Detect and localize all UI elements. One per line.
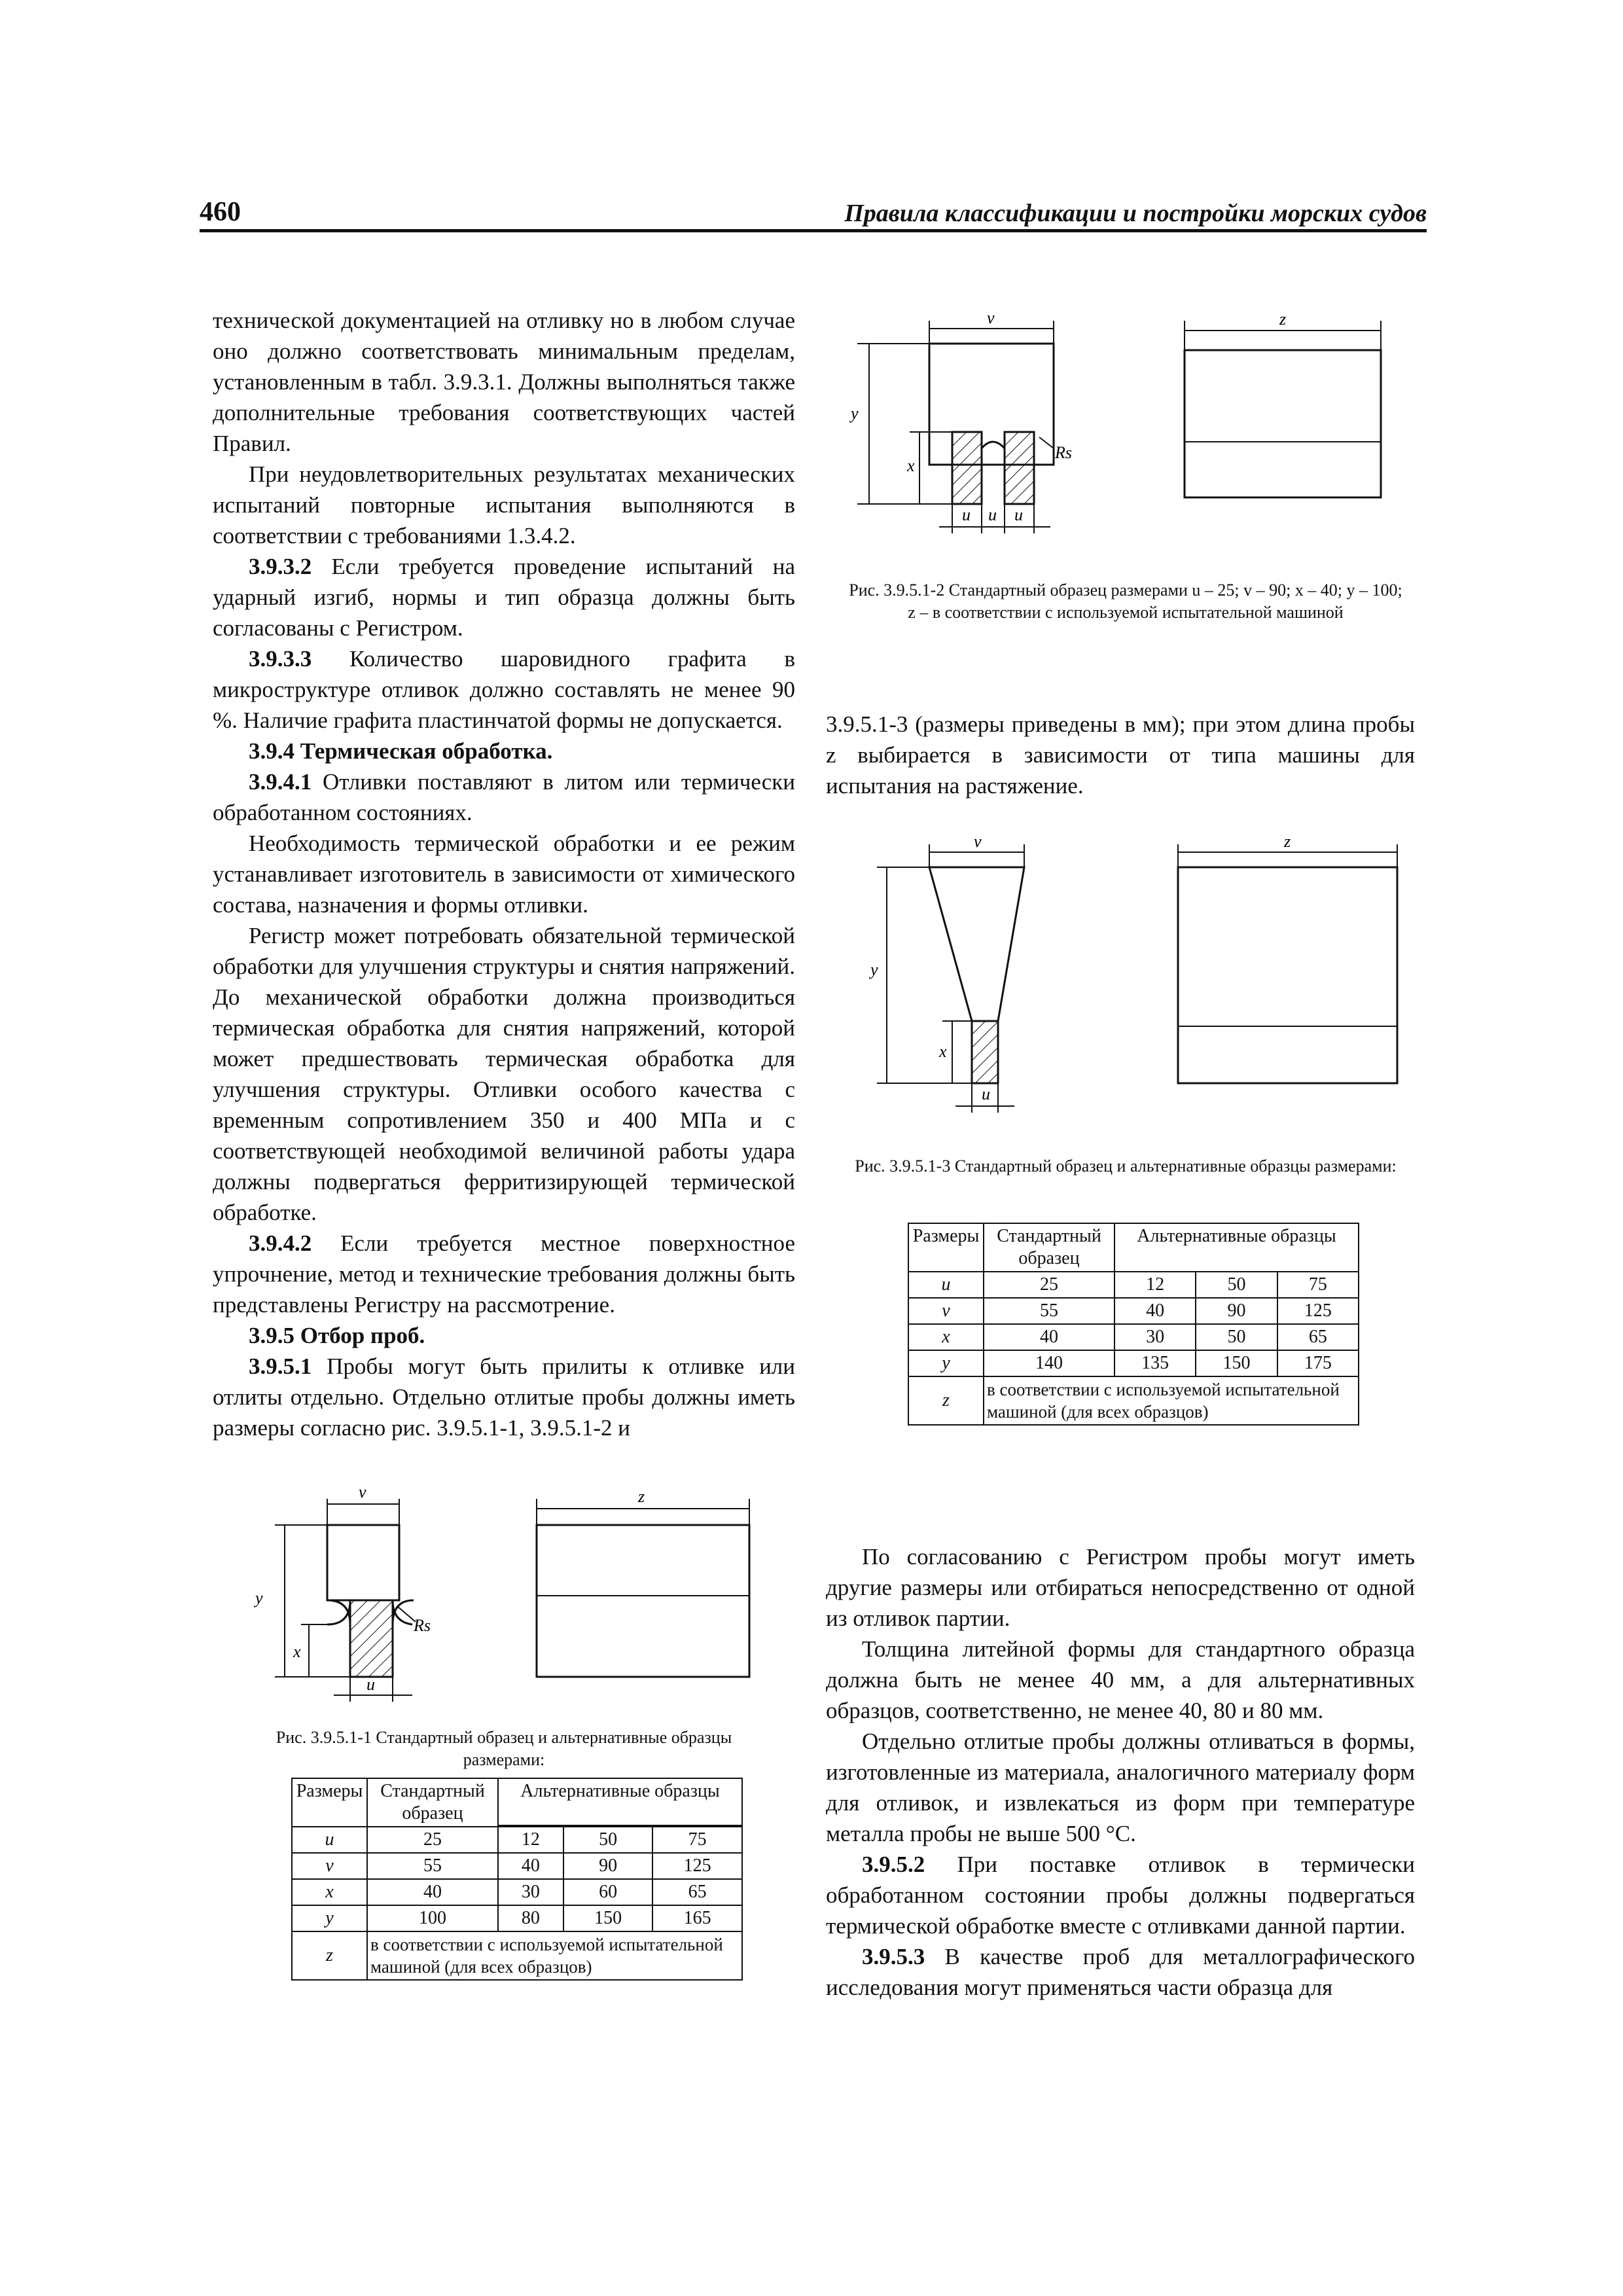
table-cell: 30 bbox=[1115, 1324, 1196, 1350]
specimen-block bbox=[327, 1525, 399, 1600]
table-cell: z bbox=[908, 1376, 984, 1425]
page-number: 460 bbox=[200, 197, 241, 227]
running-title: Правила классификации и постройки морских судов bbox=[844, 200, 1427, 227]
figure-3-9-5-1-1 bbox=[236, 1473, 772, 1721]
dim-label-v: v bbox=[987, 308, 995, 327]
table-cell: z bbox=[292, 1931, 367, 1980]
table-cell: x bbox=[292, 1879, 367, 1905]
clause-text: При поставке отливок в термически обработанном состоянии пробы должны подвергаться термической обработке вместе с отливками данной партии. bbox=[826, 1852, 1415, 1939]
table-cell: 40 bbox=[367, 1879, 498, 1905]
clause-text: В качестве проб для металлографического исследования могут применяться части образца для bbox=[826, 1944, 1415, 2000]
table-row bbox=[908, 1324, 1359, 1350]
dim-label-u: u bbox=[366, 1675, 375, 1694]
table-cell: 25 bbox=[984, 1272, 1115, 1298]
paragraph bbox=[213, 1351, 795, 1443]
table-cell: 75 bbox=[1277, 1272, 1359, 1298]
dim-label-v: v bbox=[359, 1482, 366, 1501]
clause-number: 3.9.3.2 bbox=[249, 554, 312, 579]
table-cell: 150 bbox=[563, 1905, 653, 1931]
sizes-table-3 bbox=[908, 1223, 1359, 1426]
clause-number: 3.9.4.2 bbox=[249, 1230, 312, 1256]
heading-text: 3.9.5 Отбор проб. bbox=[249, 1323, 425, 1348]
table-row bbox=[908, 1298, 1359, 1324]
table-cell: 140 bbox=[984, 1350, 1115, 1376]
right-column-text-upper bbox=[826, 709, 1415, 801]
heading-text: 3.9.4 Термическая обработка. bbox=[249, 738, 553, 764]
paragraph bbox=[213, 1228, 795, 1320]
dim-label-u: u bbox=[982, 1085, 990, 1103]
table-cell: v bbox=[908, 1298, 984, 1324]
figure-3-9-5-1-3 bbox=[864, 831, 1420, 1119]
table-cell: 50 bbox=[563, 1827, 653, 1853]
clause-number: 3.9.5.3 bbox=[862, 1944, 925, 1969]
table-cell: u bbox=[908, 1272, 984, 1298]
dim-label-rs: Rs bbox=[1055, 443, 1072, 462]
table-cell: 60 bbox=[563, 1879, 653, 1905]
table-cell: 125 bbox=[1277, 1298, 1359, 1324]
table-row bbox=[292, 1905, 742, 1931]
header-cell: Размеры bbox=[292, 1778, 367, 1827]
figure-caption: Рис. 3.9.5.1-1 Стандартный образец и альтернативные образцы размерами: bbox=[276, 1728, 732, 1769]
table-cell: 100 bbox=[367, 1905, 498, 1931]
table-cell: 55 bbox=[984, 1298, 1115, 1324]
paragraph: 3.9.5.1-3 (размеры приведены в мм); при этом длина пробы z выбирается в зависимости от типа машины для испытания на растяжение. bbox=[826, 711, 1415, 798]
figure-caption: Рис. 3.9.5.1-2 Стандартный образец размерами u – 25; v – 90; x – 40; y – 100; z – в соответствии с используемой испытательной машиной bbox=[849, 581, 1402, 622]
sizes-table-1 bbox=[291, 1778, 743, 1981]
specimen-leg-hatched bbox=[350, 1600, 393, 1677]
table-row bbox=[292, 1853, 742, 1879]
right-column-text-lower bbox=[826, 1541, 1415, 2003]
table-cell: 50 bbox=[1196, 1324, 1277, 1350]
dim-label-u: u bbox=[962, 505, 971, 524]
paragraph: По согласованию с Регистром пробы могут иметь другие размеры или отбираться непосредственно от одной из отливок партии. bbox=[826, 1544, 1415, 1631]
table-cell: 40 bbox=[498, 1853, 563, 1879]
dim-label-u: u bbox=[988, 505, 997, 524]
table-row bbox=[292, 1827, 742, 1853]
dim-label-x: x bbox=[293, 1642, 301, 1661]
paragraph: Толщина литейной формы для стандартного образца должна быть не менее 40 мм, а для альтернативных образцов, соответственно, не менее 40, 80 и 80 мм. bbox=[826, 1636, 1415, 1723]
table-cell: 65 bbox=[1277, 1324, 1359, 1350]
table-row bbox=[292, 1879, 742, 1905]
dim-label-y: y bbox=[870, 960, 878, 979]
table-cell: 65 bbox=[652, 1879, 742, 1905]
paragraph bbox=[213, 643, 795, 736]
specimen-z-view bbox=[1185, 350, 1381, 497]
specimen-z-view bbox=[537, 1525, 749, 1677]
table-cell: 90 bbox=[563, 1853, 653, 1879]
table-header-row bbox=[908, 1223, 1359, 1272]
clause-number: 3.9.5.2 bbox=[862, 1852, 925, 1877]
figure-3-9-5-1-2 bbox=[844, 308, 1407, 543]
dim-label-v: v bbox=[974, 832, 982, 851]
paragraph: Отдельно отлитые пробы должны отливаться в формы, изготовленные из материала, аналогичного материалу форм для отливок, и извлекаться из форм при температуре металла пробы не выше 500 °C. bbox=[826, 1729, 1415, 1846]
clause-number: 3.9.4.1 bbox=[249, 769, 312, 795]
table-cell: 50 bbox=[1196, 1272, 1277, 1298]
table-cell: v bbox=[292, 1853, 367, 1879]
paragraph bbox=[213, 766, 795, 828]
section-heading bbox=[213, 1320, 795, 1351]
table-note-cell: в соответствии с используемой испытательной машиной (для всех образцов) bbox=[984, 1376, 1359, 1425]
section-heading bbox=[213, 736, 795, 766]
clause-text: Пробы могут быть прилиты к отливке или отлиты отдельно. Отдельно отлитые пробы должны иметь размеры согласно рис. 3.9.5.1-1, 3.9.5.1-2 и bbox=[213, 1354, 795, 1441]
paragraph bbox=[213, 551, 795, 643]
table-cell: y bbox=[908, 1350, 984, 1376]
table-cell: 40 bbox=[984, 1324, 1115, 1350]
table-cell: 90 bbox=[1196, 1298, 1277, 1324]
table-note-cell: в соответствии с используемой испытательной машиной (для всех образцов) bbox=[367, 1931, 742, 1980]
table-row bbox=[908, 1272, 1359, 1298]
paragraph bbox=[826, 1941, 1415, 2003]
table-cell: 30 bbox=[498, 1879, 563, 1905]
table-cell: 125 bbox=[652, 1853, 742, 1879]
left-column-text bbox=[213, 305, 795, 1443]
table-cell: 40 bbox=[1115, 1298, 1196, 1324]
table-cell: 165 bbox=[652, 1905, 742, 1931]
header-cell: Стандартный образец bbox=[367, 1778, 498, 1827]
paragraph bbox=[826, 1849, 1415, 1941]
table-cell: 12 bbox=[498, 1827, 563, 1853]
specimen-leg-hatched bbox=[972, 1021, 998, 1083]
table-cell: 135 bbox=[1115, 1350, 1196, 1376]
paragraph: технической документацией на отливку но в любом случае оно должно соответствовать минимальным пределам, установленным в табл. 3.9.3.1. Должны выполняться также дополнительные требования соответствующих частей Правил. bbox=[213, 308, 795, 456]
dim-label-z: z bbox=[638, 1487, 645, 1506]
specimen-z-view bbox=[1178, 867, 1397, 1083]
table-row bbox=[908, 1376, 1359, 1425]
table-row bbox=[908, 1350, 1359, 1376]
table-row bbox=[292, 1931, 742, 1980]
specimen-leg-right bbox=[1005, 432, 1034, 504]
table-cell: 150 bbox=[1196, 1350, 1277, 1376]
figure-caption: Рис. 3.9.5.1-3 Стандартный образец и альтернативные образцы размерами: bbox=[855, 1157, 1397, 1175]
header-cell: Альтернативные образцы bbox=[1115, 1223, 1359, 1272]
table-cell: y bbox=[292, 1905, 367, 1931]
table-cell: 55 bbox=[367, 1853, 498, 1879]
table-cell: 175 bbox=[1277, 1350, 1359, 1376]
header-cell: Стандартный образец bbox=[984, 1223, 1115, 1272]
clause-text: Если требуется местное поверхностное упрочнение, метод и технические требования должны быть представлены Регистру на рассмотрение. bbox=[213, 1230, 795, 1318]
specimen-taper bbox=[929, 867, 1024, 1021]
table-cell: u bbox=[292, 1827, 367, 1853]
paragraph: Регистр может потребовать обязательной термической обработки для улучшения структуры и снятия напряжений. До механической обработки должна производиться термическая обработка для снятия напряжений, которой может предшествовать термическая обработка для улучшения структуры. Отливки особого качества с временным сопротивлением 350 и 400 МПа и с соответствующей необходимой величиной работы удара должны подвергаться ферритизирующей термической обработке. bbox=[213, 923, 795, 1225]
table-header-row bbox=[292, 1778, 742, 1825]
paragraph: При неудовлетворительных результатах механических испытаний повторные испытания выполняются в соответствии с требованиями 1.3.4.2. bbox=[213, 461, 795, 548]
clause-number: 3.9.3.3 bbox=[249, 646, 312, 672]
dim-label-x: x bbox=[907, 456, 915, 475]
table-cell: 25 bbox=[367, 1827, 498, 1853]
dim-label-z: z bbox=[1284, 832, 1291, 851]
header-cell: Размеры bbox=[908, 1223, 984, 1272]
dim-label-y: y bbox=[255, 1588, 263, 1607]
dim-label-z: z bbox=[1279, 310, 1287, 329]
clause-text: Количество шаровидного графита в микроструктуре отливок должно составлять не менее 90 %. Наличие графита пластинчатой формы не допускается. bbox=[213, 646, 795, 733]
table-cell: 75 bbox=[652, 1827, 742, 1853]
dim-label-x: x bbox=[939, 1042, 947, 1061]
dim-label-y: y bbox=[851, 404, 859, 423]
table-cell: x bbox=[908, 1324, 984, 1350]
dim-label-rs: Rs bbox=[414, 1616, 431, 1635]
clause-text: Отливки поставляют в литом или термически обработанном состояниях. bbox=[213, 769, 795, 825]
paragraph: Необходимость термической обработки и ее режим устанавливает изготовитель в зависимости от химического состава, назначения и формы отливки. bbox=[213, 831, 795, 918]
header-rule bbox=[200, 229, 1427, 232]
specimen-leg-left bbox=[952, 432, 982, 504]
clause-text: Если требуется проведение испытаний на ударный изгиб, нормы и тип образца должны быть согласованы с Регистром. bbox=[213, 554, 795, 641]
clause-number: 3.9.5.1 bbox=[249, 1354, 312, 1379]
header-cell: Альтернативные образцы bbox=[498, 1778, 742, 1825]
dim-label-u: u bbox=[1014, 505, 1023, 524]
table-cell: 80 bbox=[498, 1905, 563, 1931]
table-cell: 12 bbox=[1115, 1272, 1196, 1298]
